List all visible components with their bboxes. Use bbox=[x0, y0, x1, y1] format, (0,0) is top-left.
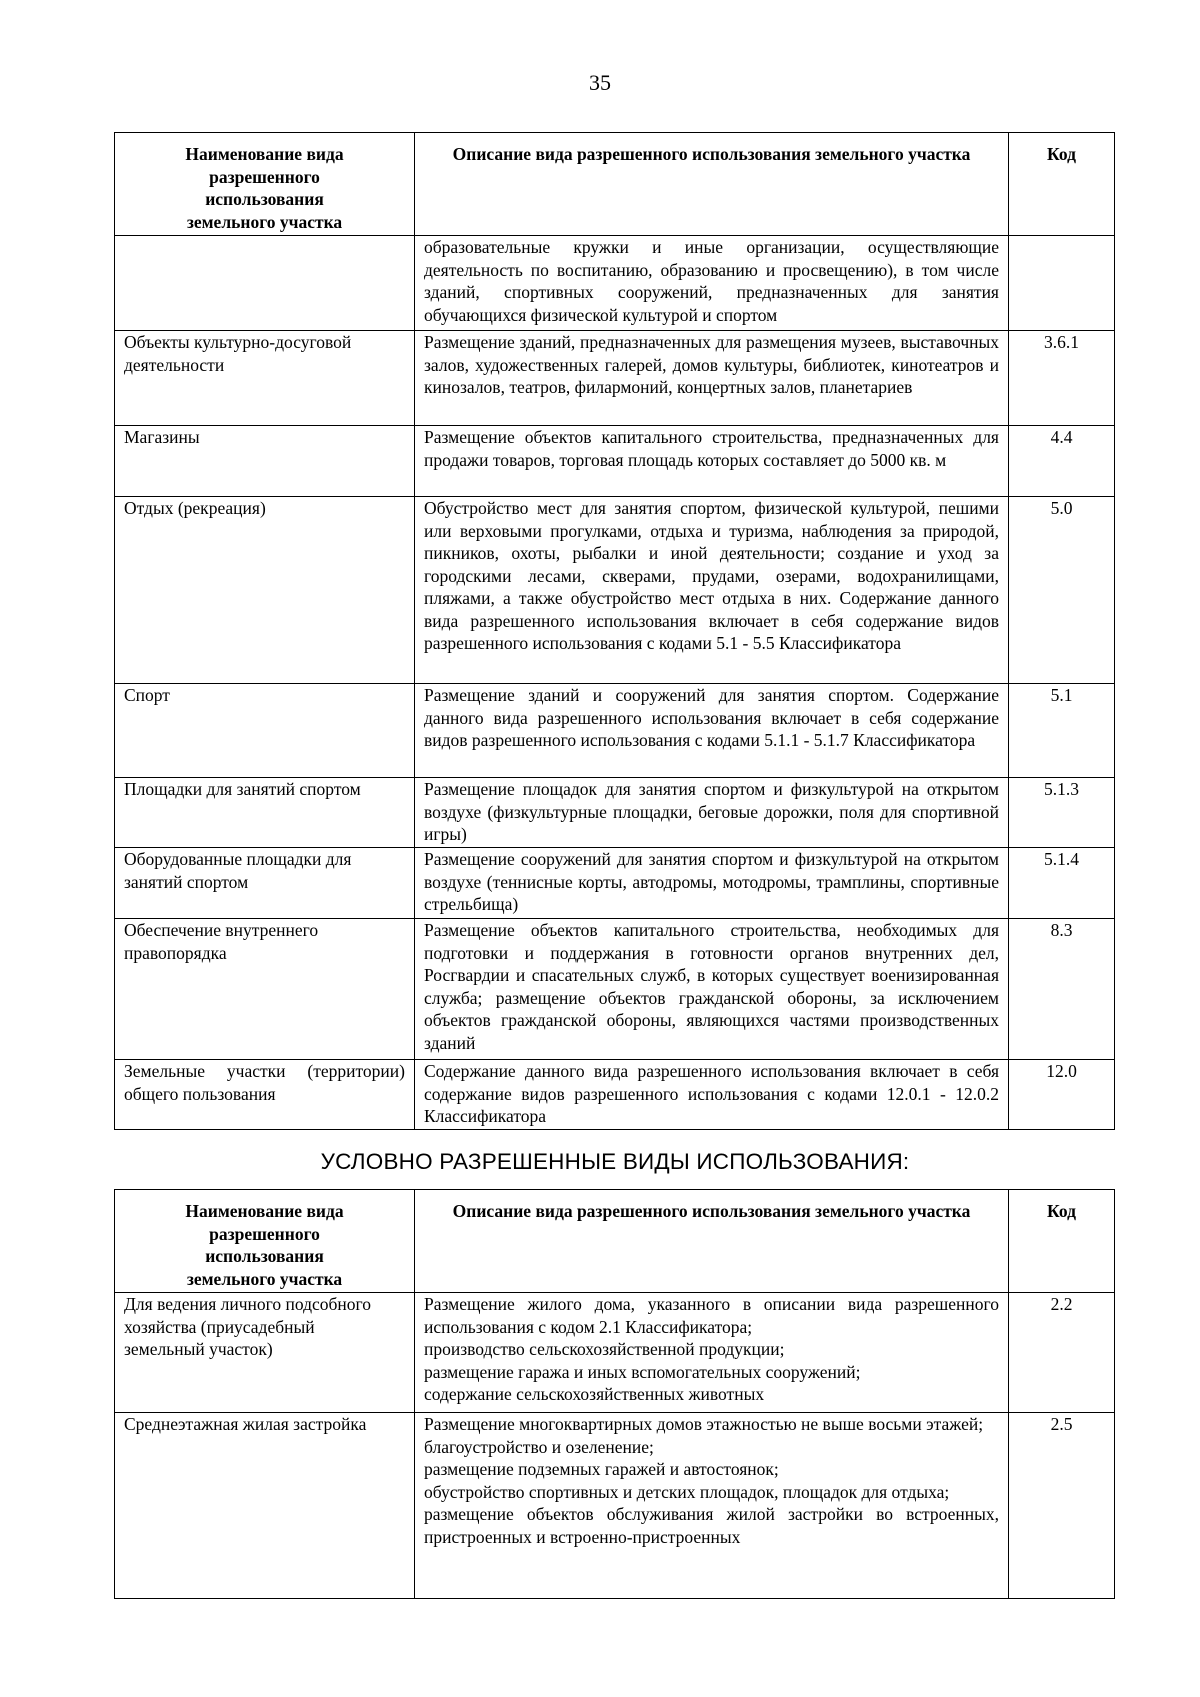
use-code: 8.3 bbox=[1009, 919, 1115, 1060]
table-row bbox=[115, 236, 1115, 331]
use-name: Объекты культурно-досуговой деятельности bbox=[115, 331, 415, 426]
use-description: Размещение объектов капитального строительства, необходимых для подготовки и поддержания в готовности органов внутренних дел, Росгвардии и спасательных служб, в которых существует военизированная служба; размещение объектов гражданской обороны, за исключением объектов гражданской обороны, являющихся частями производственных зданий bbox=[415, 919, 1009, 1060]
use-description: Размещение зданий, предназначенных для размещения музеев, выставочных залов, художественных галерей, домов культуры, библиотек, кинотеатров и кинозалов, театров, филармоний, концертных залов, планетариев bbox=[415, 331, 1009, 426]
conditional-uses-table bbox=[114, 1189, 1115, 1599]
use-name: Магазины bbox=[115, 426, 415, 497]
use-code: 4.4 bbox=[1009, 426, 1115, 497]
description-line: размещение объектов обслуживания жилой застройки во встроенных, пристроенных и встроенно-пристроенных bbox=[424, 1504, 999, 1547]
header-description: Описание вида разрешенного использования земельного участка bbox=[415, 1190, 1009, 1293]
use-description bbox=[415, 1413, 1009, 1599]
table-row bbox=[115, 331, 1115, 426]
table-header-row bbox=[115, 133, 1115, 236]
use-code bbox=[1009, 236, 1115, 331]
use-name: Площадки для занятий спортом bbox=[115, 778, 415, 848]
description-line: размещение гаража и иных вспомогательных сооружений; bbox=[424, 1361, 861, 1382]
table-row bbox=[115, 684, 1115, 778]
description-line: содержание сельскохозяйственных животных bbox=[424, 1384, 765, 1404]
use-description: Размещение сооружений для занятия спортом и физкультурой на открытом воздухе (теннисные корты, автодромы, мотодромы, трамплины, спортивные стрельбища) bbox=[415, 848, 1009, 919]
use-code: 2.5 bbox=[1009, 1413, 1115, 1599]
header-description: Описание вида разрешенного использования земельного участка bbox=[415, 133, 1009, 236]
description-line: Размещение многоквартирных домов этажностью не выше восьми этажей; bbox=[424, 1414, 984, 1434]
use-description: Содержание данного вида разрешенного использования включает в себя содержание видов разрешенного использования с кодами 12.0.1 - 12.0.2 Классификатора bbox=[415, 1060, 1009, 1130]
page-number: 35 bbox=[589, 70, 611, 95]
description-line: благоустройство и озеленение; bbox=[424, 1436, 654, 1457]
table-row bbox=[115, 497, 1115, 684]
description-line: обустройство спортивных и детских площадок, площадок для отдыха; bbox=[424, 1481, 950, 1502]
description-line: Размещение жилого дома, указанного в описании вида разрешенного использования с кодом 2.1 Классификатора; bbox=[424, 1294, 999, 1337]
use-description: Размещение объектов капитального строительства, предназначенных для продажи товаров, торговая площадь которых составляет до 5000 кв. м bbox=[415, 426, 1009, 497]
header-code: Код bbox=[1009, 1190, 1115, 1293]
section-title: УСЛОВНО РАЗРЕШЕННЫЕ ВИДЫ ИСПОЛЬЗОВАНИЯ: bbox=[320, 1149, 910, 1174]
use-name: Среднеэтажная жилая застройка bbox=[115, 1413, 415, 1599]
header-code: Код bbox=[1009, 133, 1115, 236]
description-line: производство сельскохозяйственной продукции; bbox=[424, 1339, 785, 1359]
use-code: 5.1 bbox=[1009, 684, 1115, 778]
use-name: Обеспечение внутреннего правопорядка bbox=[115, 919, 415, 1060]
use-code: 2.2 bbox=[1009, 1293, 1115, 1413]
use-code: 5.1.4 bbox=[1009, 848, 1115, 919]
use-description: образовательные кружки и иные организации, осуществляющие деятельность по воспитанию, образованию и просвещению), в том числе зданий, спортивных сооружений, предназначенных для занятия обучающихся физической культурой и спортом bbox=[415, 236, 1009, 331]
table-row bbox=[115, 848, 1115, 919]
use-code: 5.1.3 bbox=[1009, 778, 1115, 848]
table-row bbox=[115, 919, 1115, 1060]
use-name: Отдых (рекреация) bbox=[115, 497, 415, 684]
table-row bbox=[115, 426, 1115, 497]
header-name: Наименование вида разрешенного использования земельного участка bbox=[115, 1190, 415, 1293]
use-name: Земельные участки (территории) общего пользования bbox=[115, 1060, 415, 1130]
use-description: Обустройство мест для занятия спортом, физической культурой, пешими или верховыми прогулками, отдыха и туризма, наблюдения за природой, пикников, охоты, рыбалки и иной деятельности; создание и уход за городскими лесами, скверами, прудами, озерами, водохранилищами, пляжами, а также обустройство мест отдыха в них. Содержание данного вида разрешенного использования включает в себя содержание видов разрешенного использования с кодами 5.1 - 5.5 Классификатора bbox=[415, 497, 1009, 684]
use-code: 5.0 bbox=[1009, 497, 1115, 684]
table-header-row bbox=[115, 1190, 1115, 1293]
use-description bbox=[415, 1293, 1009, 1413]
use-name bbox=[115, 236, 415, 331]
use-description: Размещение зданий и сооружений для занятия спортом. Содержание данного вида разрешенного использования включает в себя содержание видов разрешенного использования с кодами 5.1.1 - 5.1.7 Классификатора bbox=[415, 684, 1009, 778]
table-row bbox=[115, 778, 1115, 848]
use-code: 3.6.1 bbox=[1009, 331, 1115, 426]
description-line: размещение подземных гаражей и автостоянок; bbox=[424, 1459, 779, 1479]
use-name: Оборудованные площадки для занятий спортом bbox=[115, 848, 415, 919]
table-row bbox=[115, 1413, 1115, 1599]
table-row bbox=[115, 1293, 1115, 1413]
header-name: Наименование вида разрешенного использования земельного участка bbox=[115, 133, 415, 236]
use-name: Спорт bbox=[115, 684, 415, 778]
permitted-uses-table bbox=[114, 132, 1115, 1130]
table-row bbox=[115, 1060, 1115, 1130]
use-code: 12.0 bbox=[1009, 1060, 1115, 1130]
use-description: Размещение площадок для занятия спортом и физкультурой на открытом воздухе (физкультурные площадки, беговые дорожки, поля для спортивной игры) bbox=[415, 778, 1009, 848]
use-name: Для ведения личного подсобного хозяйства (приусадебный земельный участок) bbox=[115, 1293, 415, 1413]
